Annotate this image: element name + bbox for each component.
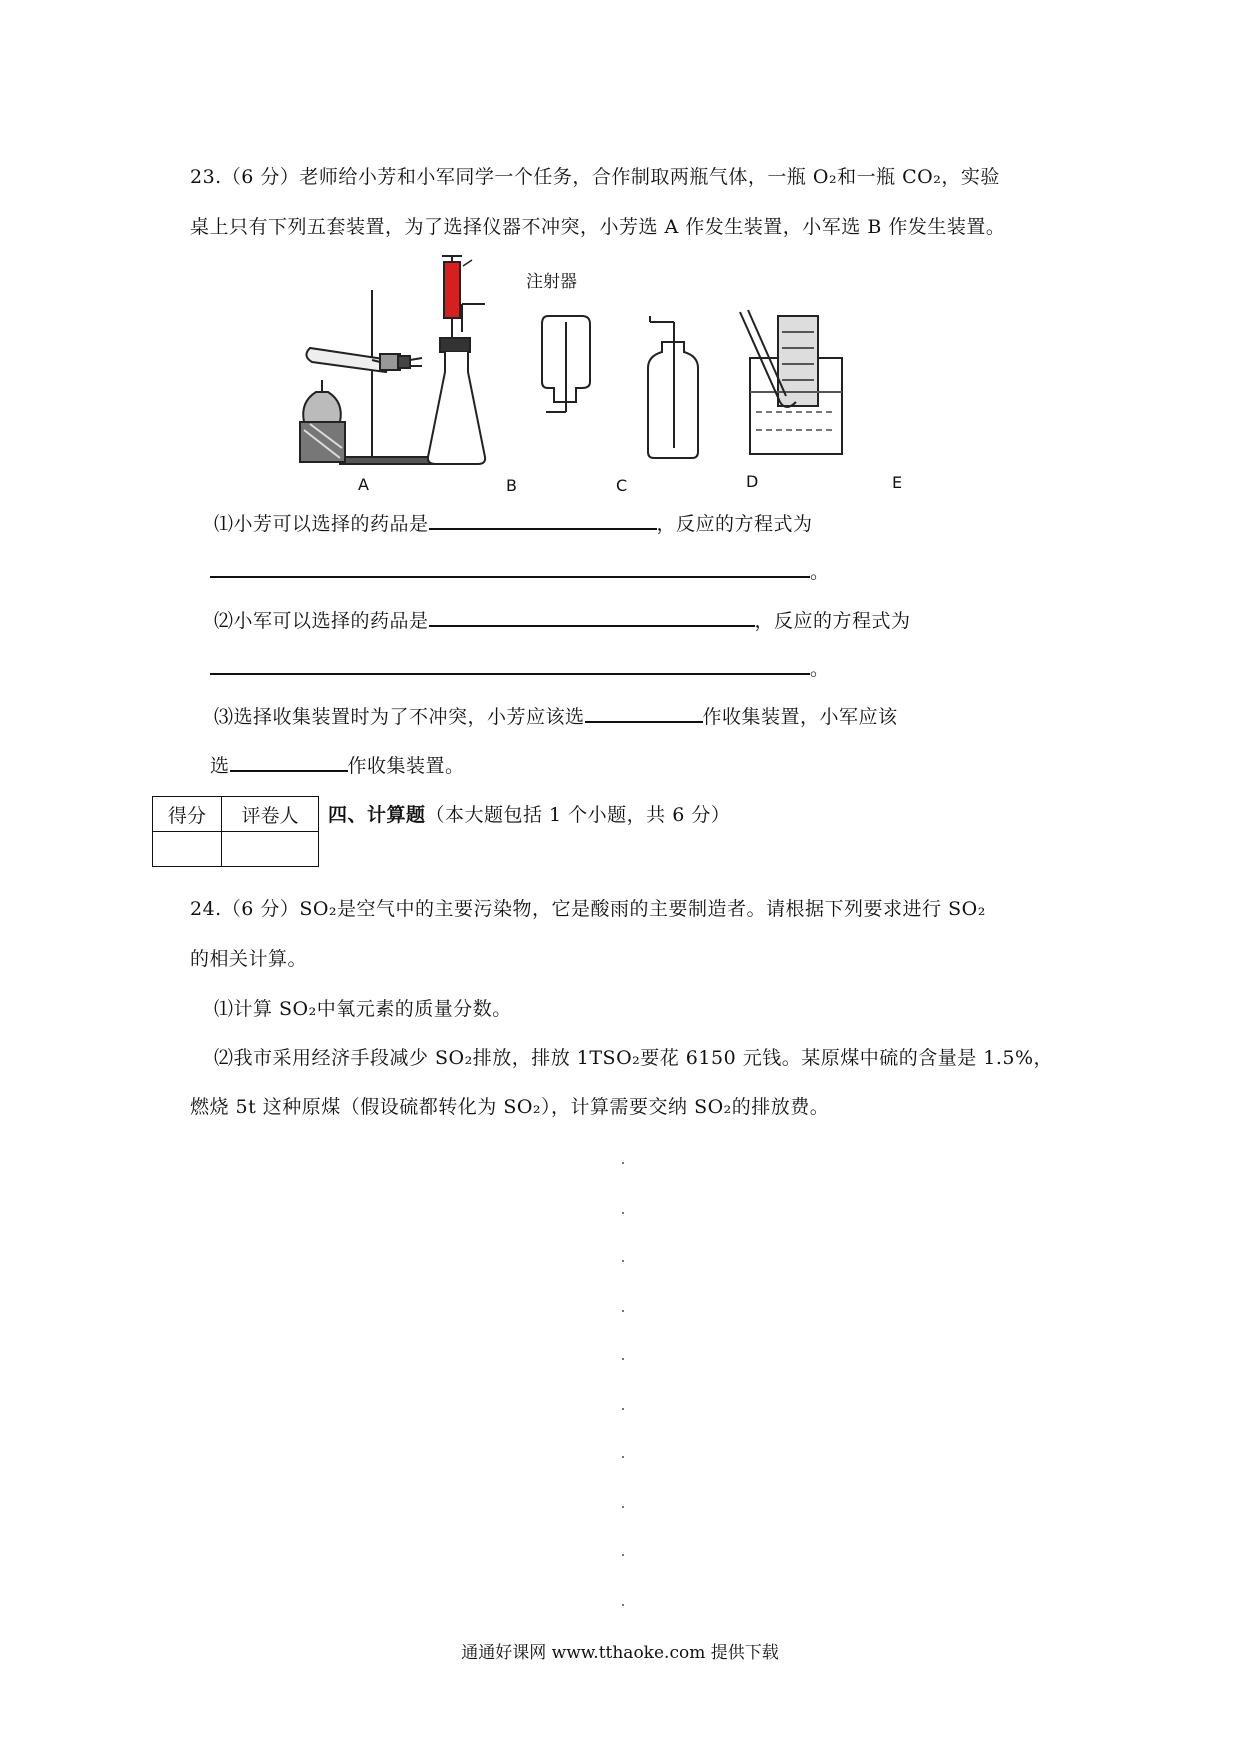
q23-part3-end: 作收集装置。 (347, 755, 465, 777)
q23-part1-equation-blank[interactable] (210, 556, 810, 578)
q23-part3-xiaofang-blank[interactable] (585, 701, 703, 723)
apparatus-b (428, 256, 485, 464)
q23-part3-xiaojun-blank[interactable] (230, 750, 348, 772)
label-d: D (746, 472, 759, 491)
q23-part1-line (214, 508, 813, 536)
apparatus-a (300, 290, 445, 464)
grading-table (152, 796, 319, 867)
q24-part2-line2: 燃烧 5t 这种原煤（假设硫都转化为 SO₂），计算需要交纳 SO₂的排放费。 (190, 1096, 830, 1118)
fold-dot (622, 1212, 624, 1214)
q23-part2-equation-prompt: ，反应的方程式为 (754, 610, 911, 632)
fold-dot (622, 1310, 624, 1312)
q24-line2: 的相关计算。 (190, 948, 308, 970)
q23-part1-equation-prompt: ，反应的方程式为 (656, 513, 813, 535)
fold-dot (622, 1506, 624, 1508)
grader-cell[interactable] (222, 832, 319, 867)
score-label: 得分 (153, 797, 222, 832)
q23-part3-prompt: ⑶选择收集装置时为了不冲突，小芳应该选 (214, 706, 585, 728)
fold-dot (622, 1554, 624, 1556)
q23-part2-reagent-blank[interactable] (429, 605, 755, 627)
q23-part3-mid: 作收集装置，小军应该 (702, 706, 898, 728)
q23-part3-select: 选 (210, 755, 230, 777)
label-b: B (506, 476, 517, 495)
q23-part1-equation-line (210, 556, 830, 584)
q23-part3-line1 (214, 701, 898, 729)
section4-title: 四、计算题 (328, 804, 426, 826)
score-cell[interactable] (153, 832, 222, 867)
fold-dot (622, 1456, 624, 1458)
q23-part2-line (214, 605, 911, 633)
q23-part2-prompt: ⑵小军可以选择的药品是 (214, 610, 429, 632)
q24-part1: ⑴计算 SO₂中氧元素的质量分数。 (214, 998, 512, 1020)
section4-heading (328, 800, 730, 827)
q23-part3-line2 (210, 750, 465, 778)
label-a: A (358, 475, 369, 494)
q23-intro-line1: 23.（6 分）老师给小芳和小军同学一个任务，合作制取两瓶气体，一瓶 O₂和一瓶 CO₂，实验 (190, 166, 1000, 188)
label-e: E (892, 473, 903, 492)
apparatus-e (740, 310, 842, 454)
q23-part2-equation-blank[interactable] (210, 653, 810, 675)
footer-text: 通通好课网 www.tthaoke.com 提供下载 (461, 1643, 779, 1663)
apparatus-d (648, 316, 698, 458)
grader-label: 评卷人 (222, 797, 319, 832)
syringe-label: 注射器 (526, 272, 577, 292)
apparatus-figure (280, 252, 970, 502)
q23-intro-line2: 桌上只有下列五套装置，为了选择仪器不冲突，小芳选 A 作发生装置，小军选 B 作发生装置。 (190, 216, 1006, 238)
q23-part1-reagent-blank[interactable] (429, 508, 657, 530)
fold-dot (622, 1604, 624, 1606)
fold-dot (622, 1358, 624, 1360)
q23-part2-end: 。 (810, 658, 830, 680)
fold-dot (622, 1260, 624, 1262)
q23-part2-equation-line (210, 653, 830, 681)
q23-part1-prompt: ⑴小芳可以选择的药品是 (214, 513, 429, 535)
section4-note: （本大题包括 1 个小题，共 6 分） (425, 804, 731, 826)
q23-part1-end: 。 (810, 561, 830, 583)
label-c: C (616, 476, 628, 495)
fold-dot (622, 1162, 624, 1164)
q24-part2-line1: ⑵我市采用经济手段减少 SO₂排放，排放 1TSO₂要花 6150 元钱。某原煤中硫的含量是 1.5%， (214, 1047, 1054, 1069)
fold-dot (622, 1408, 624, 1410)
apparatus-c (542, 316, 590, 412)
q24-line1: 24.（6 分）SO₂是空气中的主要污染物，它是酸雨的主要制造者。请根据下列要求进行 SO₂ (190, 898, 986, 920)
